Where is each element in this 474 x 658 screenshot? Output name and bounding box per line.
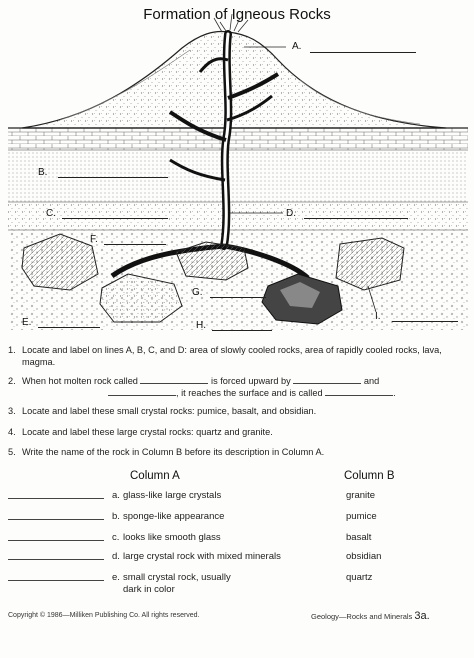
subject-label: Geology—Rocks and Minerals [311,612,413,621]
page-number: 3a. [414,610,430,622]
question-number: 2. [8,376,16,386]
answer-blank-forced-by[interactable] [293,375,361,384]
answer-line-f[interactable] [104,244,166,245]
answer-line-d[interactable] [304,218,408,219]
copyright-notice: Copyright © 1986—Milliken Publishing Co. All rights reserved. [8,612,200,619]
question-text: Locate and label these small crystal rocks: pumice, basalt, and obsidian. [22,406,317,416]
answer-line[interactable] [8,519,104,520]
label-f: F. [90,234,98,245]
question-2-part-2: is forced upward by [211,376,291,386]
answer-line-e[interactable] [38,327,100,328]
label-h: H. [196,320,206,331]
answer-line[interactable] [8,498,104,499]
row-letter: e. [112,572,120,583]
answer-line[interactable] [8,540,104,541]
column-a-header: Column A [130,470,180,482]
column-b-item: granite [346,490,376,501]
question-text: Locate and label these large crystal rocks: quartz and granite. [22,427,273,437]
question-number: 3. [8,406,16,416]
matching-row [0,570,474,600]
answer-line-g[interactable] [210,297,266,298]
row-letter: a. [112,490,120,501]
answer-line-h[interactable] [212,330,272,331]
label-g: G. [192,287,203,298]
column-b-item: pumice [346,511,377,522]
column-b-item: quartz [346,572,373,583]
row-description: looks like smooth glass [123,532,221,543]
question-2-part-1: When hot molten rock called [22,376,138,386]
row-letter: b. [112,511,120,522]
answer-line-i[interactable] [392,321,458,322]
label-c: C. [46,208,56,219]
row-description [123,572,231,596]
column-b-item: basalt [346,532,372,543]
column-b-header: Column B [344,470,395,482]
question-number: 4. [8,427,16,437]
question-text: Write the name of the rock in Column B before its description in Column A. [22,447,325,457]
answer-line[interactable] [8,580,104,581]
row-letter: d. [112,551,120,562]
label-i: I. [375,311,381,322]
question-number: 5. [8,447,16,457]
answer-blank-and[interactable] [108,387,176,396]
question-2-part-5: . [393,388,396,398]
answer-line[interactable] [8,559,104,560]
question-text: Locate and label on lines A, B, C, and D: area of slowly cooled rocks, area of rapidly cooled rocks, lava, magma. [22,345,442,367]
question-2-part-3: and [363,376,380,386]
answer-blank-molten-rock[interactable] [140,375,208,384]
row-description-line-2: dark in color [123,584,175,595]
label-b: B. [38,167,48,178]
label-d: D. [286,208,296,219]
answer-line-c[interactable] [62,218,168,219]
label-e: E. [22,317,32,328]
row-description: large crystal rock with mixed minerals [123,551,281,562]
answer-blank-surface[interactable] [325,387,393,396]
question-number: 1. [8,345,16,355]
question-text [22,375,468,399]
label-a: A. [292,41,302,52]
answer-line-a[interactable] [310,52,416,53]
row-letter: c. [112,532,120,543]
page-title: Formation of Igneous Rocks [143,6,331,23]
row-description: glass-like large crystals [123,490,222,501]
footer-subject [311,610,430,622]
row-description-line-1: small crystal rock, usually [123,572,231,583]
answer-line-b[interactable] [58,177,168,178]
column-b-item: obsidian [346,551,382,562]
question-2-part-4: , it reaches the surface and is called [176,388,323,398]
row-description: sponge-like appearance [123,511,225,522]
